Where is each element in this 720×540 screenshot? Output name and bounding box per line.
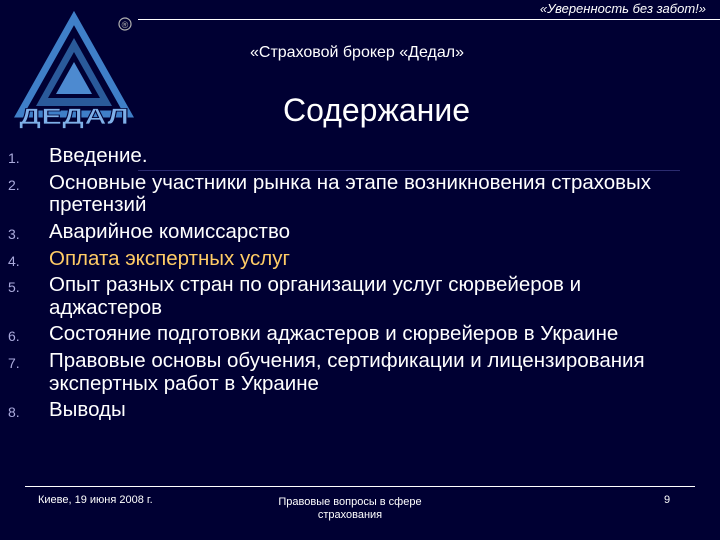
logo-text: ДЕДАЛ	[19, 104, 129, 129]
agenda-number: 6.	[8, 328, 20, 345]
agenda-item	[0, 172, 689, 217]
agenda-text: Правовые основы обучения, сертификации и лицензирования экспертных работ в Украине	[49, 349, 645, 395]
agenda-text: Опыт разных стран по организации услуг сюрвейеров и аджастеров	[49, 273, 582, 319]
subtitle	[0, 44, 720, 62]
agenda-item	[0, 221, 689, 244]
agenda-item	[0, 350, 689, 395]
footer-topic: Правовые вопросы в сфере страхования	[278, 496, 422, 521]
top-divider	[138, 19, 720, 20]
agenda-number: 2.	[8, 176, 20, 193]
agenda-number: 3.	[8, 225, 20, 242]
page-title: Содержание	[283, 92, 471, 128]
footer-date: Киеве, 19 июня 2008 г.	[38, 494, 153, 506]
agenda-text: Аварийное комиссарство	[49, 219, 291, 243]
agenda-number: 8.	[8, 404, 20, 421]
agenda-number: 4.	[8, 252, 20, 269]
agenda-item	[0, 399, 689, 422]
footer-divider	[25, 486, 695, 487]
agenda-number: 7.	[8, 355, 20, 372]
agenda-number: 1.	[8, 150, 20, 166]
agenda-item-highlighted	[0, 248, 689, 271]
agenda-text: Состояние подготовки аджастеров и сюрвейеров в Украине	[49, 322, 619, 346]
page-number: 9	[664, 494, 671, 506]
registered-mark: ®	[121, 20, 129, 30]
subtitle-text: «Страховой брокер «Дедал»	[249, 44, 465, 61]
agenda-number: 5.	[8, 279, 20, 296]
dedal-logo	[10, 10, 138, 130]
agenda-text: Основные участники рынка на этапе возникновения страховых претензий	[49, 170, 652, 217]
agenda-item	[0, 274, 689, 319]
agenda-text: Выводы	[49, 398, 126, 422]
agenda-text: Введение.	[49, 144, 148, 167]
agenda-item	[0, 323, 689, 346]
agenda-item	[0, 145, 689, 168]
agenda-text: Оплата экспертных услуг	[49, 246, 290, 270]
tagline: «Уверенность без забот!»	[539, 1, 706, 16]
agenda-list	[0, 145, 720, 426]
